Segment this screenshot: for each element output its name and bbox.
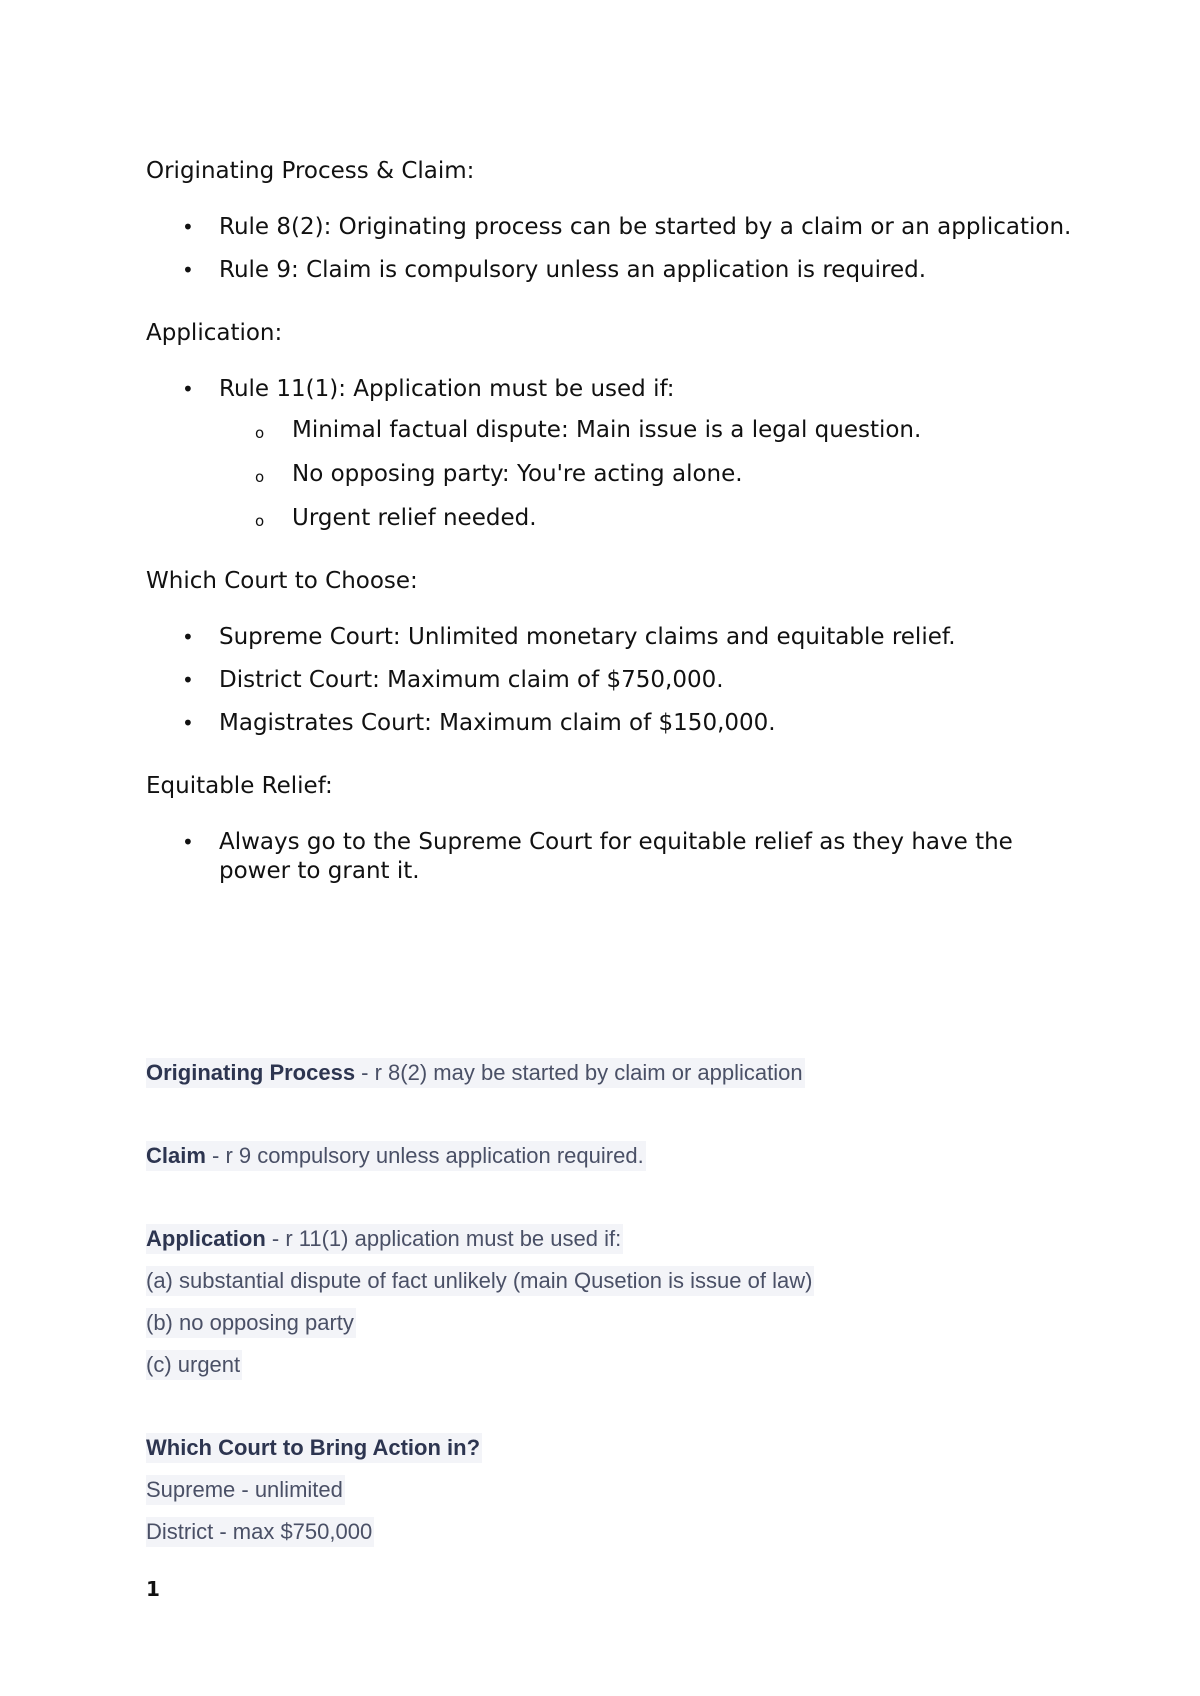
note-line: Supreme - unlimited [146, 1475, 345, 1505]
sub-bullet-item: o Urgent relief needed. [219, 504, 1086, 533]
summary-section [146, 156, 1086, 919]
note-which-court [146, 1433, 1086, 1547]
note-text: - r 11(1) application must be used if: [265, 1226, 622, 1251]
note-line: (a) substantial dispute of fact unlikely (main Qusetion is issue of law) [146, 1266, 814, 1296]
note-line [146, 1141, 646, 1171]
note-line: (b) no opposing party [146, 1308, 356, 1338]
note-title: Application [146, 1226, 266, 1251]
section-heading-originating-process: Originating Process & Claim: [146, 158, 475, 184]
note-claim [146, 1141, 1086, 1171]
note-line [146, 1058, 805, 1088]
bullet-item-text: Rule 11(1): Application must be used if: [219, 376, 675, 402]
bullet-item: • Rule 8(2): Originating process can be started by a claim or an application. [146, 213, 1086, 242]
note-originating-process [146, 1058, 1086, 1088]
note-line [146, 1433, 482, 1463]
bullet-list-application [146, 375, 1086, 533]
note-line: District - max $750,000 [146, 1517, 374, 1547]
section-heading-equitable-relief: Equitable Relief: [146, 773, 333, 799]
notes-section [146, 1058, 1086, 1600]
bullet-item: • District Court: Maximum claim of $750,000. [146, 666, 1086, 695]
bullet-list-which-court [146, 623, 1086, 738]
sub-bullet-item: o Minimal factual dispute: Main issue is a legal question. [219, 416, 1086, 445]
page-number: 1 [146, 1577, 160, 1601]
note-text: - r 8(2) may be started by claim or application [355, 1060, 803, 1085]
note-application [146, 1224, 1086, 1380]
section-heading-application: Application: [146, 320, 283, 346]
sub-bullet-list [219, 416, 1086, 533]
note-title: Which Court to Bring Action in? [146, 1435, 481, 1460]
bullet-item: • Supreme Court: Unlimited monetary claims and equitable relief. [146, 623, 1086, 652]
bullet-item: • Magistrates Court: Maximum claim of $150,000. [146, 709, 1086, 738]
note-line: (c) urgent [146, 1350, 242, 1380]
sub-bullet-item: o No opposing party: You're acting alone. [219, 460, 1086, 489]
bullet-list-equitable-relief [146, 828, 1086, 886]
bullet-item: • Always go to the Supreme Court for equitable relief as they have the power to grant it. [146, 828, 1086, 886]
section-heading-which-court: Which Court to Choose: [146, 568, 418, 594]
bullet-item: • Rule 9: Claim is compulsory unless an application is required. [146, 256, 1086, 285]
bullet-item [146, 375, 1086, 533]
note-title: Originating Process [146, 1060, 356, 1085]
bullet-list-originating-process [146, 213, 1086, 285]
note-title: Claim [146, 1143, 206, 1168]
note-line [146, 1224, 623, 1254]
note-text: - r 9 compulsory unless application required. [205, 1143, 644, 1168]
